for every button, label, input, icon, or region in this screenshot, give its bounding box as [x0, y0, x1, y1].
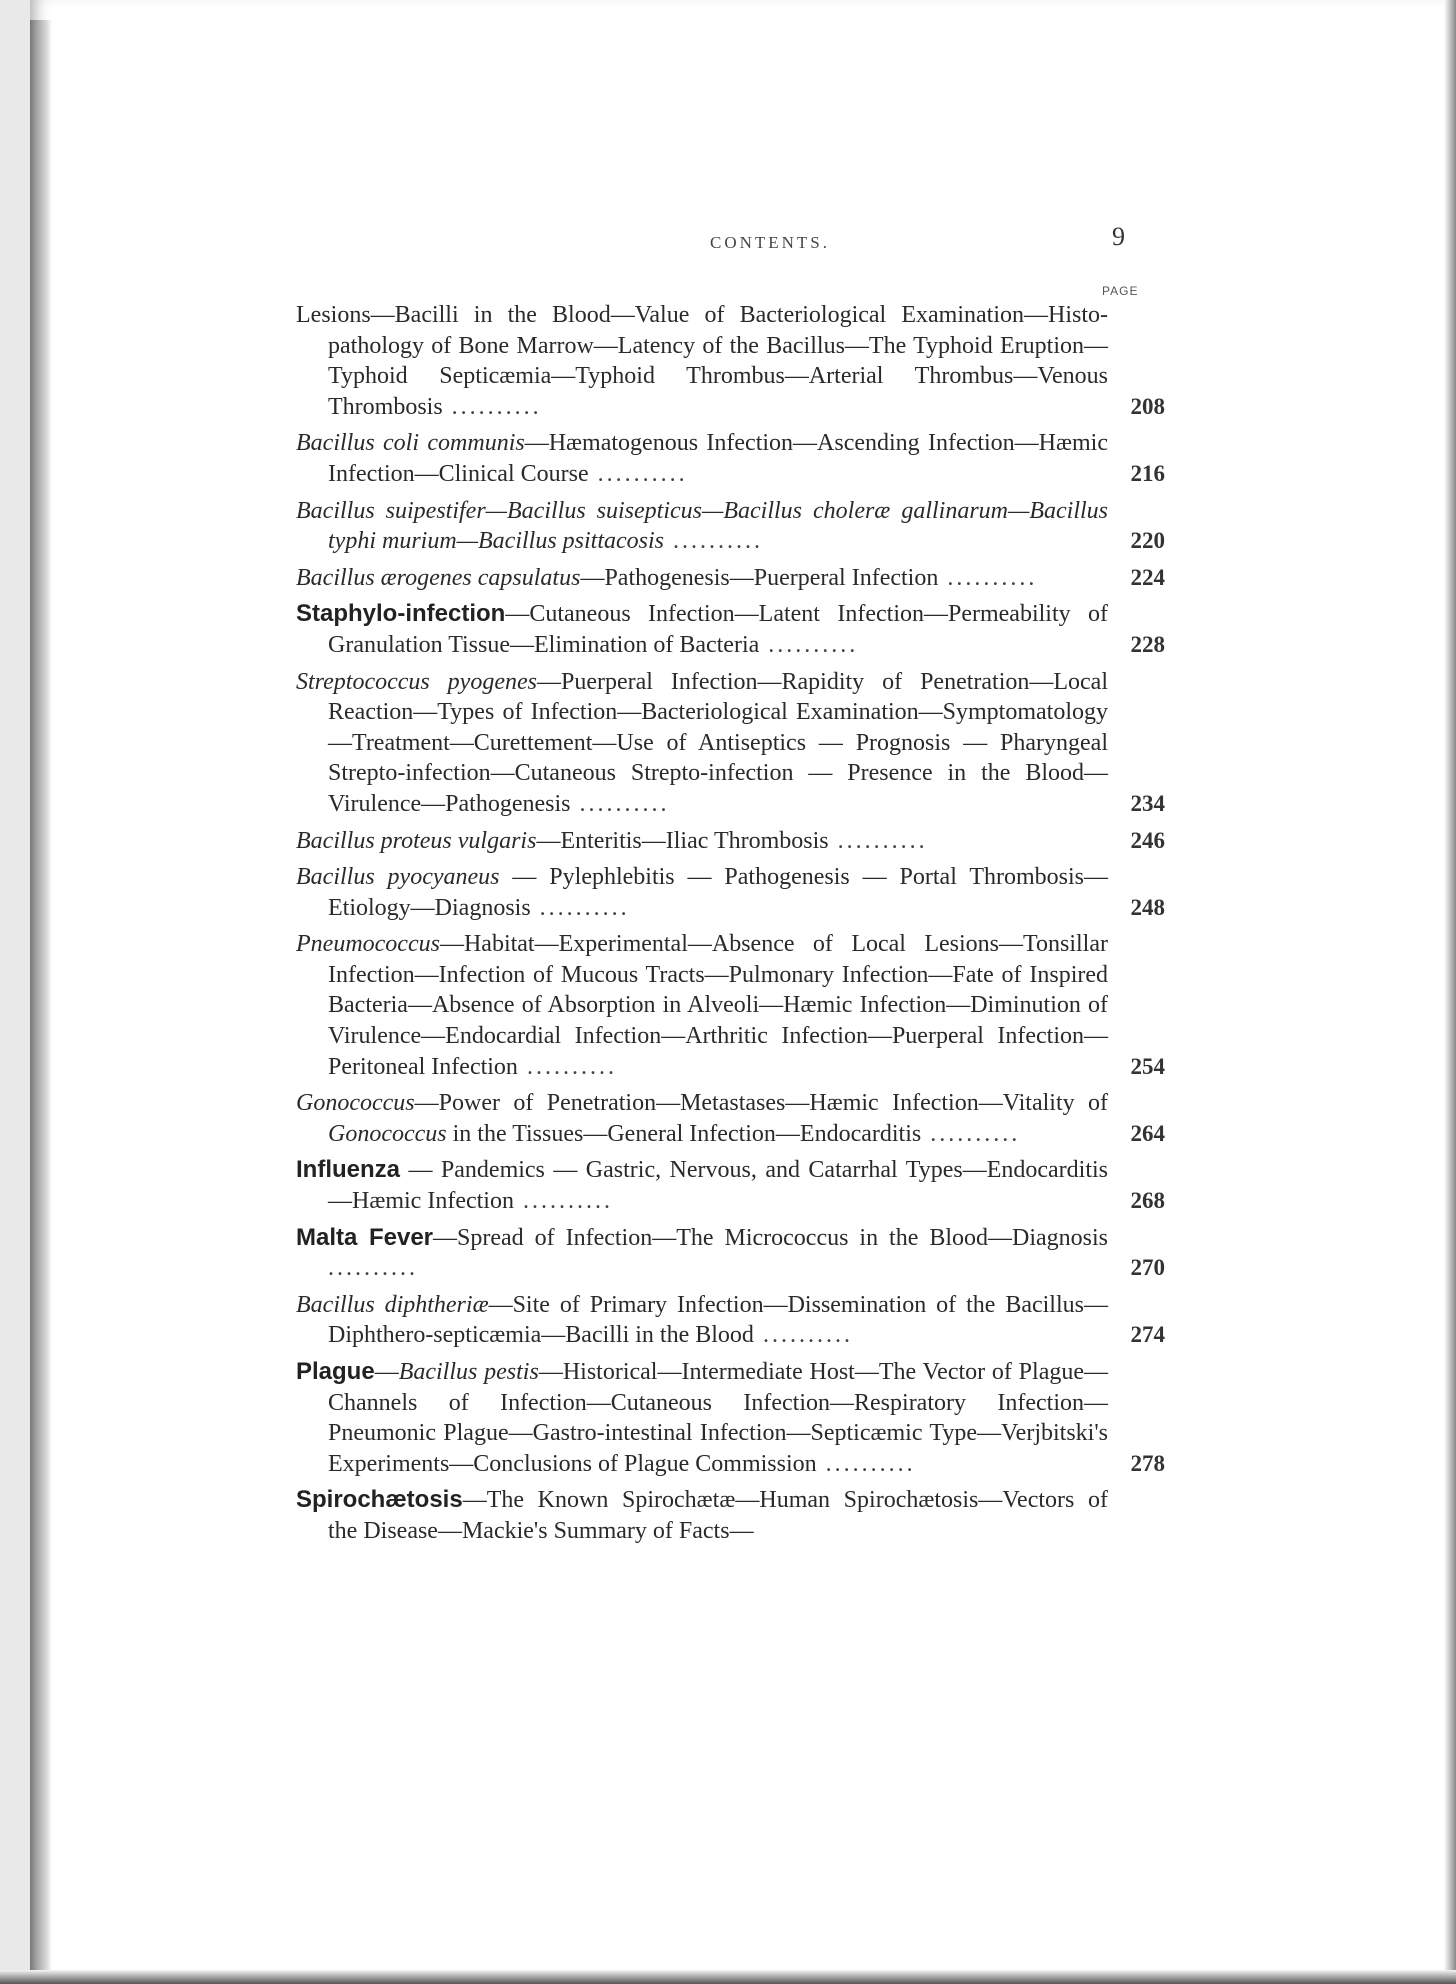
- toc-entry-topics: —The Known Spirochætæ—Human Spirochætosis—Vectors of the Disease—Mackie's Summary of Facts—: [328, 1487, 1108, 1544]
- toc-page-reference: 278: [1130, 1450, 1165, 1476]
- toc-entry: [296, 428, 1165, 489]
- toc-entry-heading: Bacillus diphtheriæ: [296, 1291, 489, 1318]
- dot-leader: ..........: [513, 1188, 613, 1215]
- toc-entry-text: [296, 1357, 1108, 1479]
- toc-page-reference: 270: [1130, 1255, 1165, 1281]
- toc-entry-text: [296, 1485, 1108, 1546]
- toc-entry-topics: — Pandemics — Gastric, Nervous, and Catarrhal Types—Endocarditis—Hæmic Infection: [328, 1157, 1108, 1215]
- toc-entry-heading: Bacillus ærogenes capsulatus: [296, 564, 581, 591]
- toc-page-reference: 254: [1130, 1053, 1165, 1079]
- toc-page-reference: 224: [1130, 564, 1165, 590]
- toc-entry: [296, 1290, 1165, 1351]
- toc-entry: [296, 1357, 1165, 1479]
- toc-entry-topics: —Power of Penetration—Metastases—Hæmic Infection—Vitality of: [414, 1090, 1108, 1117]
- toc-entry-text: [296, 862, 1109, 923]
- toc-entry-topics-continued: in the Tissues—General Infection—Endocarditis: [446, 1120, 922, 1147]
- toc-page-reference: 268: [1130, 1188, 1165, 1214]
- toc-entry-topics: —Site of Primary Infection—Dissemination of the Bacillus—Diphthero-septicæmia—Bacilli in the Blood: [328, 1291, 1108, 1349]
- toc-entry-heading: Influenza: [296, 1156, 401, 1184]
- toc-entry: [296, 1223, 1165, 1284]
- dot-leader: ..........: [753, 1322, 853, 1349]
- toc-entry-italic-term: Bacillus pestis: [398, 1359, 539, 1385]
- toc-entry-topics: — Pylephlebitis — Pathogenesis — Portal Thrombosis—Etiology—Diagnosis: [328, 864, 1109, 921]
- toc-page-reference: 264: [1130, 1120, 1165, 1146]
- table-of-contents: [0, 300, 1456, 1553]
- toc-entry-text: [296, 599, 1108, 660]
- toc-entry: [296, 929, 1165, 1082]
- toc-entry-heading: Bacillus coli communis: [296, 430, 525, 457]
- toc-entry-topics: —Cutaneous Infection—Latent Infection—Permeability of Granulation Tissue—Elimination of Bacteria: [328, 601, 1108, 658]
- toc-entry-topics-continued: —Historical—Intermediate Host—The Vector of Plague—Channels of Infection—Cutaneous Infection—Respiratory Infection—Pneumonic Plague—Gastro-intestinal Infection—Septicæmic Type—Verjbitski's Experiments—Conclusions of Plague Commission: [328, 1359, 1108, 1477]
- toc-page-reference: 216: [1130, 460, 1165, 486]
- toc-page-reference: 248: [1130, 894, 1165, 920]
- toc-page-reference: 246: [1130, 827, 1165, 853]
- toc-entry-heading: Gonococcus: [296, 1090, 415, 1117]
- dot-leader: ..........: [442, 393, 542, 420]
- dot-leader: ..........: [759, 631, 859, 658]
- dot-leader: ..........: [664, 528, 763, 555]
- toc-entry: [296, 1155, 1165, 1216]
- toc-entry-italic-term: Gonococcus: [328, 1120, 447, 1147]
- toc-entry-text: [296, 1290, 1108, 1351]
- dot-leader: ..........: [938, 564, 1038, 591]
- toc-entry-topics: —Puerperal Infection—Rapidity of Penetration—Local Reaction—Types of Infection—Bacteriological Examination—Symptomatology—Treatment—Curettement—Use of Antiseptics — Prognosis — Pharyngeal Strepto-infection—Cutaneous Strepto-infection — Presence in the Blood—Virulence—Pathogenesis: [328, 668, 1109, 817]
- toc-entry-heading: Bacillus proteus vulgaris: [296, 827, 537, 854]
- toc-entry-text: [296, 667, 1109, 820]
- toc-entry-text: [296, 1223, 1109, 1284]
- toc-entry: [296, 1088, 1165, 1149]
- dot-leader: ..........: [328, 1255, 418, 1282]
- toc-entry-text: [296, 428, 1109, 489]
- running-head: CONTENTS.: [709, 233, 831, 252]
- page-bottom-edge: [0, 1970, 1456, 1984]
- toc-entry-topics: Lesions—Bacilli in the Blood—Value of Bacteriological Examination—Histo-pathology of Bone Marrow—Latency of the Bacillus—The Typhoid Eruption—Typhoid Septicæmia—Typhoid Thrombus—Arterial Thrombus—Venous Thrombosis: [296, 302, 1108, 420]
- dot-leader: ..........: [517, 1053, 617, 1080]
- toc-entry-heading: Pneumococcus: [296, 931, 440, 958]
- toc-entry-topics: —Spread of Infection—The Micrococcus in the Blood—Diagnosis: [433, 1224, 1109, 1251]
- toc-entry-heading: Plague: [296, 1358, 375, 1385]
- dot-leader: ..........: [570, 790, 670, 817]
- toc-entry: [296, 563, 1165, 594]
- toc-entry-text: [296, 929, 1108, 1082]
- toc-entry-topics: —Habitat—Experimental—Absence of Local Lesions—Tonsillar Infection—Infection of Mucous Tracts—Pulmonary Infection—Fate of Inspired Bacteria—Absence of Absorption in Alveoli—Hæmic Infection—Diminution of Virulence—Endocardial Infection—Arthritic Infection—Puerperal Infection—Peritoneal Infection: [328, 931, 1108, 1080]
- toc-entry-heading: Bacillus suipestifer—Bacillus suisepticus—Bacillus choleræ gallinarum—Bacillus typhi murium—Bacillus psittacosis: [296, 497, 1108, 555]
- dot-leader: ..........: [828, 827, 928, 854]
- toc-entry: [296, 300, 1165, 422]
- toc-entry: [296, 862, 1165, 923]
- toc-entry-text: [296, 300, 1108, 422]
- toc-entry-topics: —Enteritis—Iliac Thrombosis: [536, 827, 829, 854]
- toc-page-reference: 228: [1130, 631, 1165, 657]
- toc-entry: [296, 496, 1165, 557]
- dot-leader: ..........: [530, 894, 630, 921]
- toc-page-reference: 208: [1130, 393, 1165, 419]
- toc-entry-heading: Spirochætosis: [296, 1486, 463, 1514]
- toc-entry: [296, 667, 1165, 820]
- dot-leader: ..........: [921, 1120, 1021, 1147]
- toc-entry-topics: —Pathogenesis—Puerperal Infection: [580, 564, 939, 591]
- toc-entry-text: [296, 826, 1108, 857]
- page-number: 9: [1112, 222, 1125, 251]
- toc-entry-text: [296, 1155, 1108, 1216]
- toc-entry: [296, 826, 1165, 857]
- toc-page-reference: 220: [1130, 528, 1165, 554]
- toc-entry: [296, 1485, 1108, 1546]
- toc-page-reference: 234: [1130, 790, 1165, 816]
- dot-leader: ..........: [588, 460, 688, 487]
- toc-entry: [296, 599, 1165, 660]
- toc-entry-text: [296, 496, 1108, 557]
- toc-entry-text: [296, 563, 1108, 594]
- dot-leader: ..........: [816, 1450, 916, 1477]
- toc-entry-heading: Malta Fever: [296, 1223, 434, 1251]
- toc-entry-heading: Bacillus pyocyaneus: [296, 864, 500, 891]
- page-column-label: PAGE: [1102, 284, 1139, 298]
- toc-entry-topics: —Hæmatogenous Infection—Ascending Infection—Hæmic Infection—Clinical Course: [328, 430, 1109, 487]
- toc-entry-text: [296, 1088, 1108, 1149]
- toc-entry-heading: Staphylo-infection: [296, 600, 506, 628]
- toc-page-reference: 274: [1130, 1322, 1165, 1348]
- toc-entry-heading: Streptococcus pyogenes: [296, 668, 537, 695]
- toc-entry-topics: —: [374, 1359, 399, 1385]
